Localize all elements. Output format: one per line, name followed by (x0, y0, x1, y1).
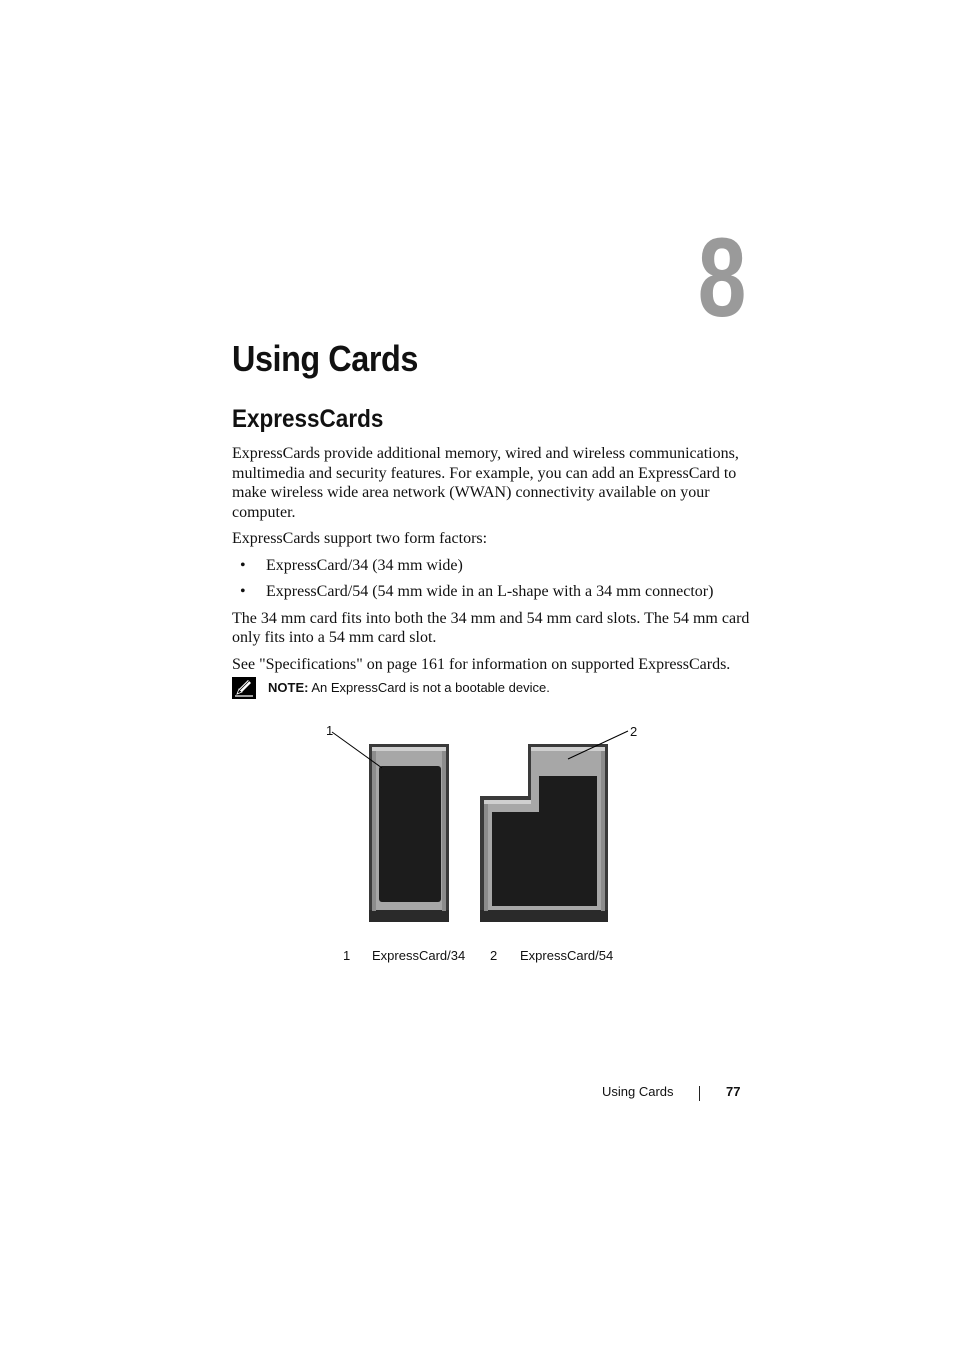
footer-divider (699, 1086, 700, 1101)
chapter-number: 8 (697, 215, 746, 340)
list-item (232, 582, 752, 602)
form-factor-list (232, 556, 752, 602)
paragraph-slots: The 34 mm card fits into both the 34 mm and 54 mm card slots. The 54 mm card only fits into a 54 mm card slot. (232, 609, 750, 646)
paragraph-form-factors: ExpressCards support two form factors: (232, 530, 488, 547)
footer-section-title: Using Cards (602, 1084, 674, 1099)
callout-1: 1 (326, 723, 334, 738)
legend-number-2: 2 (490, 948, 498, 963)
expresscard-54-image (480, 744, 608, 922)
legend-number-1: 1 (343, 948, 351, 963)
expresscard-illustration (318, 718, 648, 930)
legend-label-2: ExpressCard/54 (520, 948, 614, 963)
paragraph-specifications: See "Specifications" on page 161 for information on supported ExpressCards. (232, 655, 731, 673)
expresscard-34-image (369, 744, 449, 922)
callout-2: 2 (630, 724, 638, 739)
section-title: ExpressCards (232, 405, 384, 433)
note-body: An ExpressCard is not a bootable device. (311, 680, 550, 695)
list-item-text: ExpressCard/54 (54 mm wide in an L-shape with a 34 mm connector) (266, 583, 714, 600)
note-text (268, 680, 550, 695)
bullet-icon: • (240, 583, 246, 600)
list-item (232, 556, 752, 576)
paragraph-intro: ExpressCards provide additional memory, wired and wireless communications, multimedia and security features. For example, you can add an ExpressCard to make wireless wide area network (WWAN) connectivity available on your computer. (232, 445, 739, 521)
chapter-title: Using Cards (232, 338, 418, 379)
expresscard-figure (318, 718, 648, 930)
body-text (232, 444, 752, 681)
list-item-text: ExpressCard/34 (34 mm wide) (266, 556, 463, 574)
page-number: 77 (726, 1084, 741, 1099)
legend-label-1: ExpressCard/34 (372, 948, 466, 963)
bullet-icon: • (240, 556, 246, 574)
note-label: NOTE: (268, 680, 309, 695)
pencil-note-icon (232, 677, 256, 699)
